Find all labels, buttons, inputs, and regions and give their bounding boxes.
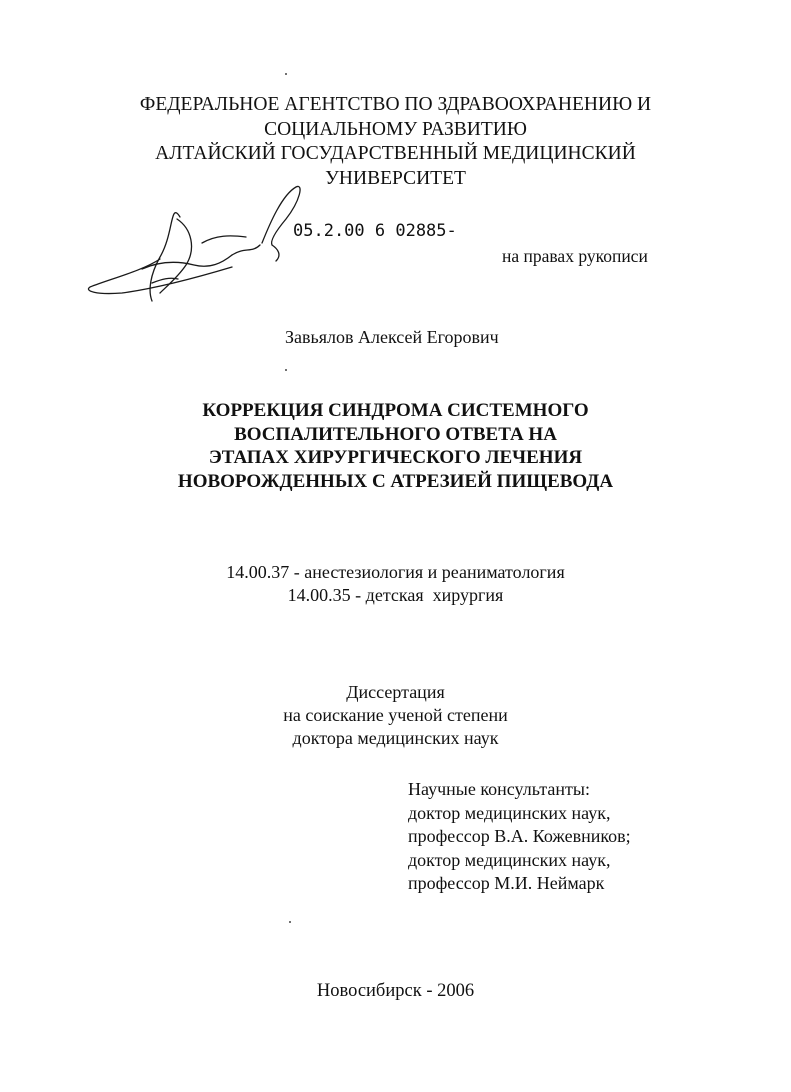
consultants-heading: Научные консультанты: (408, 779, 590, 799)
author-name: Завьялов Алексей Егорович (285, 327, 499, 347)
degree-line-3: доктора медицинских наук (292, 728, 499, 748)
consultant-line-1: доктор медицинских наук, (408, 802, 611, 823)
consultant-line-2: профессор В.А. Кожевников; (408, 826, 631, 846)
scan-speck (285, 73, 287, 75)
specialty-codes (0, 561, 791, 607)
archive-stamp-number: 05.2.00 6 02885- (293, 221, 457, 241)
title-line-4: НОВОРОЖДЕННЫХ С АТРЕЗИЕЙ ПИЩЕВОДА (177, 470, 614, 492)
specialty-2: 14.00.35 - детская хирургия (287, 585, 504, 605)
dissertation-title (0, 399, 791, 493)
consultant-line-4: профессор М.И. Неймарк (408, 873, 605, 893)
degree-statement (0, 681, 791, 750)
organization-header (0, 93, 791, 191)
specialty-1: 14.00.37 - анестезиология и реаниматология (226, 562, 565, 582)
scan-speck (289, 921, 291, 923)
consultant-line-3: доктор медицинских наук, (408, 849, 611, 870)
degree-line-1: Диссертация (346, 682, 445, 702)
title-line-3: ЭТАПАХ ХИРУРГИЧЕСКОГО ЛЕЧЕНИЯ (208, 447, 583, 468)
degree-line-2: на соискание ученой степени (283, 705, 508, 725)
organization-line-1: ФЕДЕРАЛЬНОЕ АГЕНТСТВО ПО ЗДРАВООХРАНЕНИЮ И (139, 94, 652, 115)
scan-speck (285, 369, 287, 371)
scientific-consultants (408, 778, 631, 896)
organization-line-4: УНИВЕРСИТЕТ (325, 167, 466, 189)
handwritten-signature (82, 183, 302, 313)
organization-line-3: АЛТАЙСКИЙ ГОСУДАРСТВЕННЫЙ МЕДИЦИНСКИЙ (155, 143, 636, 164)
city-and-year: Новосибирск - 2006 (316, 981, 475, 1001)
title-line-1: КОРРЕКЦИЯ СИНДРОМА СИСТЕМНОГО (202, 400, 589, 421)
manuscript-rights-note: на правах рукописи (502, 246, 648, 266)
title-line-2: ВОСПАЛИТЕЛЬНОГО ОТВЕТА НА (234, 423, 557, 445)
organization-line-2: СОЦИАЛЬНОМУ РАЗВИТИЮ (264, 118, 527, 140)
